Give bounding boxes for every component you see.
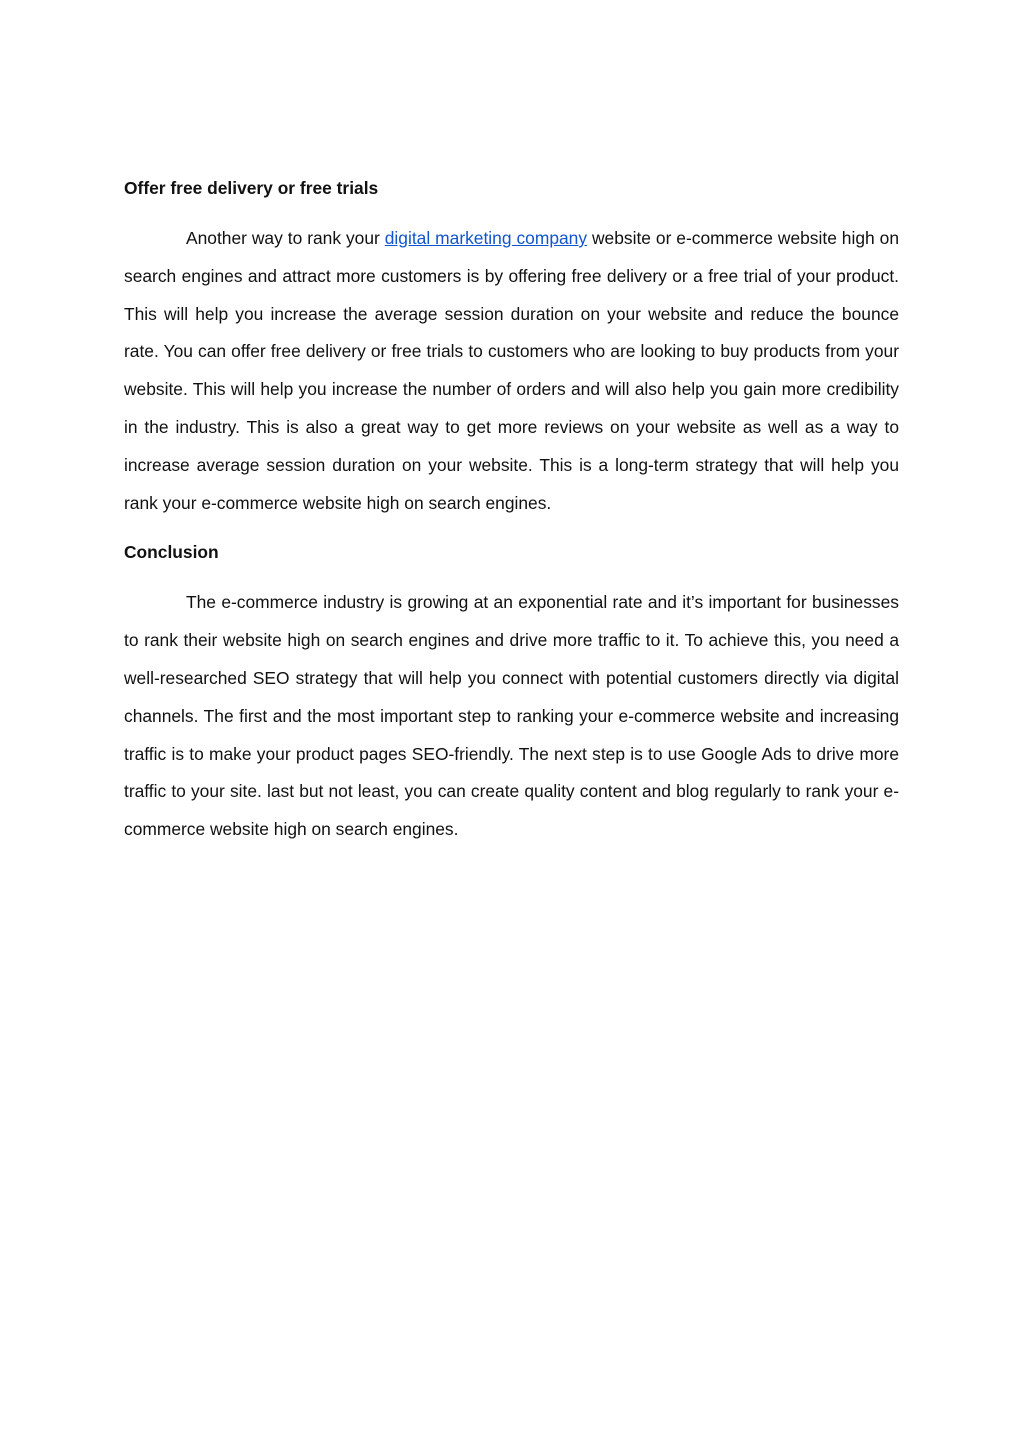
section-heading-conclusion: Conclusion (124, 542, 219, 563)
section-heading-offer: Offer free delivery or free trials (124, 178, 379, 198)
paragraph-text-after-link: website or e-commerce website high on search engines and attract more customers is by offering free delivery or a free trial of your product. This will help you increase the average session duration on your website and reduce the bounce rate. You can offer free delivery or free trials to customers who are looking to buy products from your website. This will help you increase the number of orders and will also help you gain more credibility in the industry. This is also a great way to get more reviews on your website as well as a way to increase average session duration on your website. This is a long-term strategy that will help you rank your e-commerce website high on search engines. (124, 228, 899, 513)
section-paragraph-conclusion: The e-commerce industry is growing at an exponential rate and it’s important for businesses to rank their website high on search engines and drive more traffic to it. To achieve this, you need a well-researched SEO strategy that will help you connect with potential customers directly via digital channels. The first and the most important step to ranking your e-commerce website and increasing traffic is to make your product pages SEO-friendly. The next step is to use Google Ads to drive more traffic to your site. last but not least, you can create quality content and blog regularly to rank your e-commerce website high on search engines. (124, 592, 899, 840)
digital-marketing-company-link[interactable]: digital marketing company (384, 228, 588, 248)
document-body (124, 172, 899, 849)
section-paragraph-offer (124, 220, 899, 522)
paragraph-text-before-link: Another way to rank your (186, 228, 385, 248)
